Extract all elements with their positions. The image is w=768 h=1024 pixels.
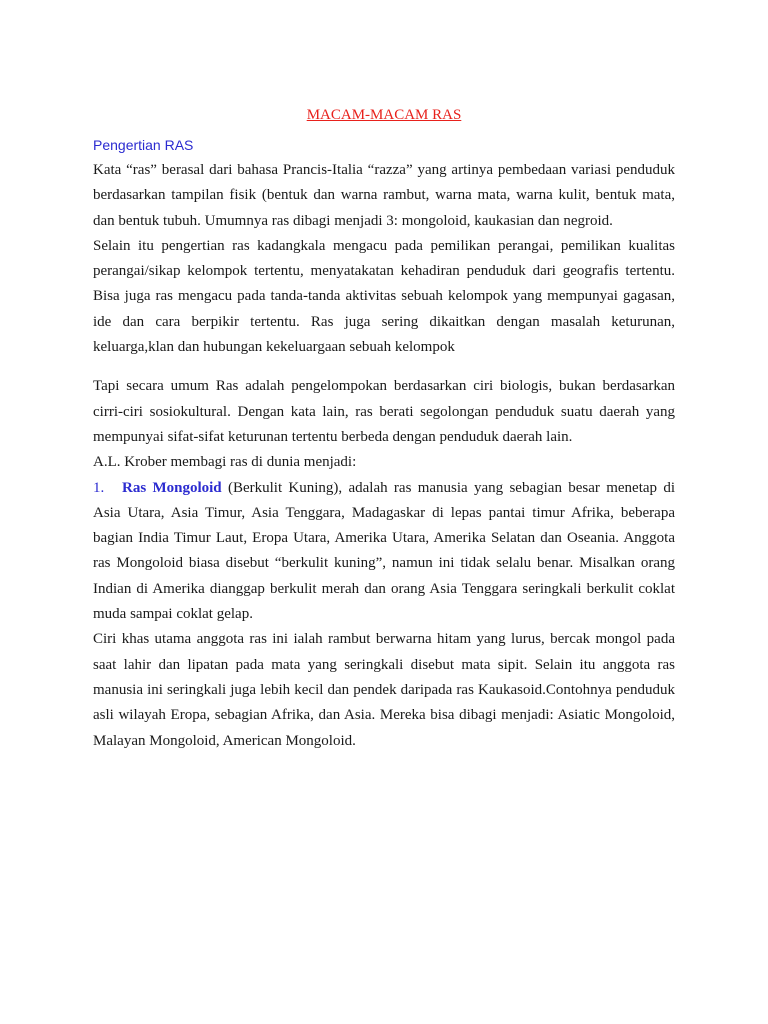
paragraph-additional: Selain itu pengertian ras kadangkala mengacu pada pemilikan perangai, pemilikan kualitas perangai/sikap kelompok tertentu, menyatakatan kehadiran penduduk dari geografis tertentu. Bisa juga ras mengacu pada tanda-tanda aktivitas sebuah kelompok yang mempunyai gagasan, ide dan cara berpikir tertentu. Ras juga sering dikaitkan dengan masalah keturunan, keluarga,klan dan hubungan kekeluargaan sebuah kelompok [93, 237, 675, 356]
list-number: 1. [93, 479, 105, 496]
list-item-mongoloid [93, 476, 675, 628]
section-heading: Pengertian RAS [93, 137, 194, 153]
paragraph-general: Tapi secara umum Ras adalah pengelompokan berdasarkan ciri biologis, bukan berdasarkan cirri-ciri sosiokultural. Dengan kata lain, ras berati segolongan penduduk suatu daerah yang mempunyai sifat-sifat keturunan tertentu berbeda dengan penduduk daerah lain. [93, 378, 675, 445]
paragraph-definition: Kata “ras” berasal dari bahasa Prancis-Italia “razza” yang artinya pembedaan variasi penduduk berdasarkan tampilan fisik (bentuk dan warna rambut, warna mata, warna kulit, bentuk mata, dan bentuk tubuh. Umumnya ras dibagi menjadi 3: mongoloid, kaukasian dan negroid. [93, 162, 675, 229]
list-text: (Berkulit Kuning), adalah ras manusia yang sebagian besar menetap di Asia Utara, Asia Timur, Asia Tenggara, Madagaskar di lepas pantai timur Afrika, beberapa bagian India Timur Laut, Eropa Utara, Amerika Utara, Amerika Selatan dan Oseania. Anggota ras Mongoloid biasa disebut “berkulit kuning”, namun ini tidak selalu benar. Misalkan orang Indian di Amerika dianggap berkulit merah dan orang Asia Tenggara seringkali berkulit coklat muda sampai coklat gelap. [93, 479, 675, 623]
paragraph-characteristics: Ciri khas utama anggota ras ini ialah rambut berwarna hitam yang lurus, bercak mongol pada saat lahir dan lipatan pada mata yang seringkali disebut mata sipit. Selain itu anggota ras manusia ini seringkali juga lebih kecil dan pendek daripada ras Kaukasoid.Contohnya penduduk asli wilayah Eropa, sebagian Afrika, dan Asia. Mereka bisa dibagi menjadi: Asiatic Mongoloid, Malayan Mongoloid, American Mongoloid. [93, 631, 675, 749]
paragraph-krober: A.L. Krober membagi ras di dunia menjadi: [93, 454, 357, 471]
document-page [93, 104, 675, 754]
document-title: MACAM-MACAM RAS [306, 107, 462, 123]
list-term: Ras Mongoloid [122, 479, 222, 496]
paragraph-gap [93, 360, 675, 374]
